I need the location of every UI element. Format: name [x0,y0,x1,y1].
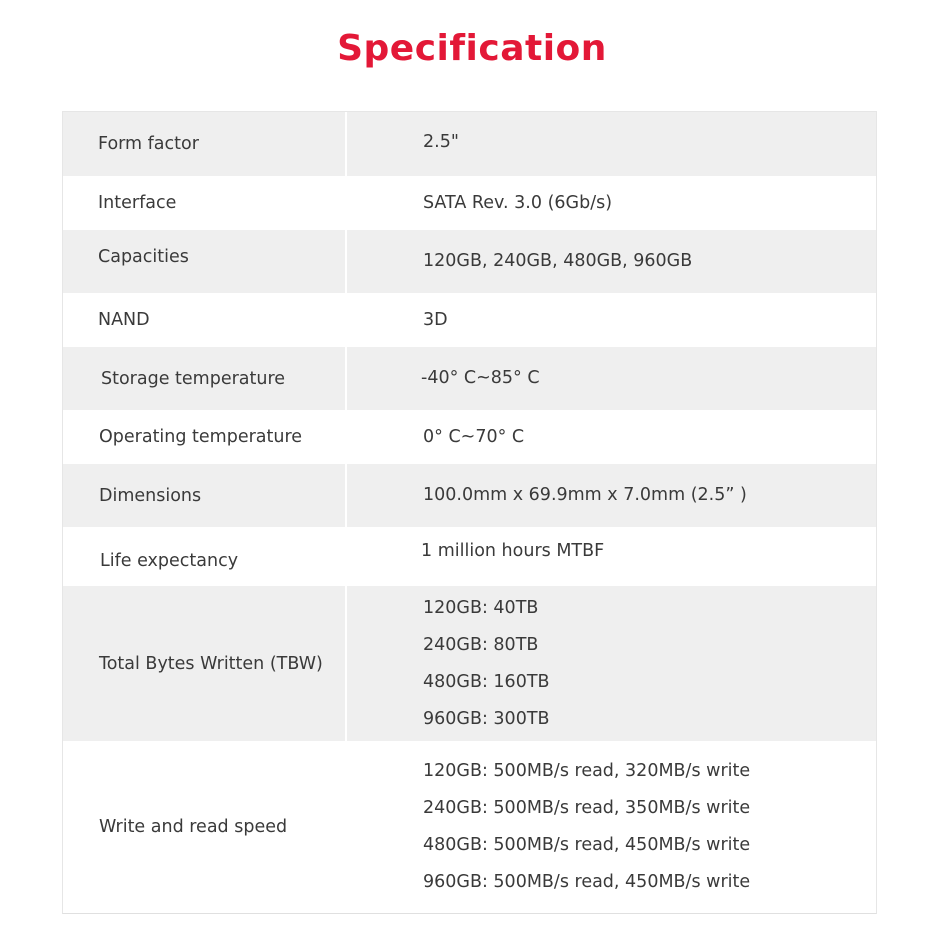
spec-row-nand [63,293,876,347]
spec-value-line: SATA Rev. 3.0 (6Gb/s) [423,192,613,213]
spec-label: Form factor [63,112,347,176]
spec-value [347,293,876,347]
spec-value [347,112,876,176]
spec-label: Storage temperature [63,347,347,410]
spec-table [62,111,877,914]
spec-value [347,410,876,464]
spec-value [347,176,876,230]
spec-label: Dimensions [63,464,347,527]
spec-row-interface [63,176,876,230]
spec-value-line: -40° C~85° C [421,368,540,388]
spec-value-line: 480GB: 160TB [423,671,550,692]
spec-value [347,586,876,741]
spec-row-dimensions [63,464,876,527]
spec-row-storage-temperature [63,347,876,410]
spec-label: Capacities [63,230,347,293]
spec-value-line: 120GB: 500MB/s read, 320MB/s write [423,761,751,781]
page-title: Specification [337,28,607,69]
spec-value [347,464,876,527]
spec-value-line: 120GB, 240GB, 480GB, 960GB [423,251,693,271]
spec-label: Write and read speed [63,741,347,913]
spec-value-line: 960GB: 500MB/s read, 450MB/s write [423,872,751,892]
spec-value [347,741,876,913]
spec-value [347,230,876,293]
spec-value-line: 0° C~70° C [423,426,525,447]
spec-value-line: 100.0mm x 69.9mm x 7.0mm (2.5” ) [423,485,747,505]
spec-value-line: 3D [423,309,448,330]
spec-row-write-read-speed [63,741,876,913]
spec-label: Total Bytes Written (TBW) [63,586,347,741]
spec-label: Interface [63,176,347,230]
spec-value [347,347,876,410]
spec-label: NAND [63,293,347,347]
spec-label: Life expectancy [63,527,347,586]
spec-row-tbw [63,586,876,741]
spec-value [347,527,876,586]
spec-value-line: 960GB: 300TB [423,708,550,729]
spec-row-life-expectancy [63,527,876,586]
spec-value-line: 120GB: 40TB [423,597,539,618]
spec-value-line: 240GB: 80TB [423,634,539,655]
spec-label: Operating temperature [63,410,347,464]
spec-row-capacities [63,230,876,293]
spec-row-operating-temperature [63,410,876,464]
spec-value-line: 480GB: 500MB/s read, 450MB/s write [423,835,751,855]
spec-value-line: 1 million hours MTBF [421,541,605,561]
spec-value-line: 2.5" [423,132,459,152]
spec-value-line: 240GB: 500MB/s read, 350MB/s write [423,798,751,818]
spec-row-form-factor [63,112,876,176]
